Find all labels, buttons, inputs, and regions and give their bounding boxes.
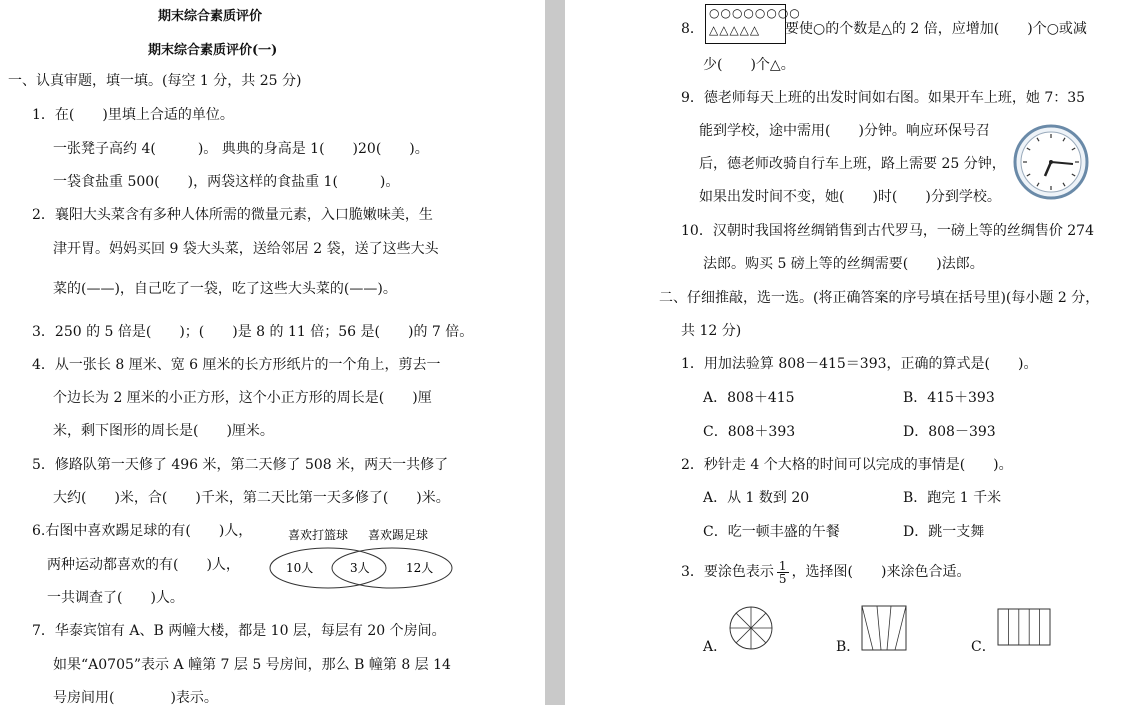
fraction-denominator: 5 [778,571,787,586]
section-2-heading-cont: 共 12 分) [681,323,742,339]
choice-question-3 [681,556,971,588]
question-5-line-a: 5．修路队第一天修了 496 米，第二天修了 508 米，两天一共修了 [32,457,449,473]
page-gutter [545,0,565,705]
question-1-line-b: 一袋食盐重 500( )，两袋这样的食盐重 1( )。 [53,174,400,190]
choice-1-option-d: D．808－393 [903,424,996,440]
question-10-line-b: 法郎。购买 5 磅上等的丝绸需要( )法郎。 [703,256,984,272]
question-4-line-c: 米，剩下图形的周长是( )厘米。 [53,423,274,439]
choice-1-option-b: B．415＋393 [903,390,995,406]
question-7-line-c: 号房间用( )表示。 [53,690,218,705]
section-2-heading: 二、仔细推敲，选一选。(将正确答案的序号填在括号里)(每小题 2 分， [659,290,1100,306]
question-4-line-a: 4．从一张长 8 厘米、宽 6 厘米的长方形纸片的一个角上，剪去一 [32,357,441,373]
question-9-line-b: 能到学校，途中需用( )分钟。响应环保号召 [699,123,990,139]
section-1-heading: 一、认真审题，填一填。(每空 1 分，共 25 分) [8,73,302,89]
left-page [0,0,545,705]
question-4-line-b: 个边长为 2 厘米的小正方形，这个小正方形的周长是( )厘 [53,390,432,406]
venn-both: 3人 [350,561,370,575]
page-title: 期末综合素质评价 [158,9,263,24]
question-1-line-a: 一张凳子高约 4( )。 典典的身高是 1( )20( )。 [53,141,429,157]
triangles-row: △△△△△ [709,23,761,37]
choice-question-1: 1．用加法验算 808－415＝393，正确的算式是( )。 [681,356,1038,372]
question-9-line-d: 如果出发时间不变，她( )时( )分到学校。 [699,189,1001,205]
question-2-line-b: 津开胃。妈妈买回 9 袋大头菜，送给邻居 2 袋，送了这些大头 [53,241,439,257]
choice-2-option-c: C．吃一顿丰盛的午餐 [703,524,840,540]
question-1: 1．在( )里填上合适的单位。 [32,107,234,123]
circle-divided-figure [728,605,774,651]
question-7-line-b: 如果“A0705”表示 A 幢第 7 层 5 号房间，那么 B 幢第 8 层 14 [53,657,451,673]
question-9-line-a: 9．德老师每天上班的出发时间如右图。如果开车上班，她 7：35 [681,90,1086,106]
choice-3-suffix: ，选择图( )来涂色合适。 [791,564,971,580]
venn-only-left: 10人 [286,561,314,575]
choice-3-option-b-label: B． [836,639,861,655]
right-page [565,0,1127,705]
circles-row: ○○○○○○○○ [709,6,801,20]
choice-2-option-d: D．跳一支舞 [903,524,985,540]
question-5-line-b: 大约( )米，合( )千米，第二天比第一天多修了( )米。 [53,490,450,506]
question-2-line-a: 2．襄阳大头菜含有多种人体所需的微量元素，入口脆嫩味美，生 [32,207,433,223]
choice-2-option-b: B．跑完 1 千米 [903,490,1002,506]
choice-question-2: 2．秒针走 4 个大格的时间可以完成的事情是( )。 [681,457,1013,473]
fraction-numerator: 1 [778,558,787,573]
clock-icon [1013,124,1089,200]
question-7-line-a: 7．华泰宾馆有 A、B 两幢大楼，都是 10 层，每层有 20 个房间。 [32,623,446,639]
paper-subtitle: 期末综合素质评价(一) [148,43,278,58]
choice-3-option-a-label: A． [703,639,728,655]
question-8-number: 8． [681,21,704,37]
venn-label-left: 喜欢打篮球 [288,528,349,542]
question-10-line-a: 10．汉朝时我国将丝绸销售到古代罗马，一磅上等的丝绸售价 274 [681,223,1094,239]
choice-1-option-c: C．808＋393 [703,424,796,440]
question-6-line-a: 6.右图中喜欢踢足球的有( )人， [32,523,253,539]
rectangle-trapezoid-figure [861,605,907,651]
choice-3-prefix: 3．要涂色表示 [681,564,774,580]
fraction [777,560,789,585]
shapes-figure [705,4,801,44]
choice-1-option-a: A．808＋415 [703,390,795,406]
venn-diagram [266,525,456,595]
choice-2-option-a: A．从 1 数到 20 [703,490,810,506]
venn-label-right: 喜欢踢足球 [368,528,429,542]
venn-only-right: 12人 [406,561,434,575]
rectangle-strips-figure [997,608,1053,648]
question-3: 3．250 的 5 倍是( )；( )是 8 的 11 倍；56 是( )的 7 倍。 [32,324,474,340]
choice-3-option-c-label: C． [971,639,996,655]
question-2-line-c: 菜的(——)，自己吃了一袋，吃了这些大头菜的(——)。 [53,281,397,297]
question-8-line-b: 少( )个△。 [703,57,795,73]
question-8-line-a: 要使○的个数是△的 2 倍，应增加( )个○或减 [785,21,1087,37]
question-6-line-b: 两种运动都喜欢的有( )人， [47,557,240,573]
question-6-line-c: 一共调查了( )人。 [47,590,184,606]
question-9-line-c: 后，德老师改骑自行车上班，路上需要 25 分钟， [699,156,1006,172]
